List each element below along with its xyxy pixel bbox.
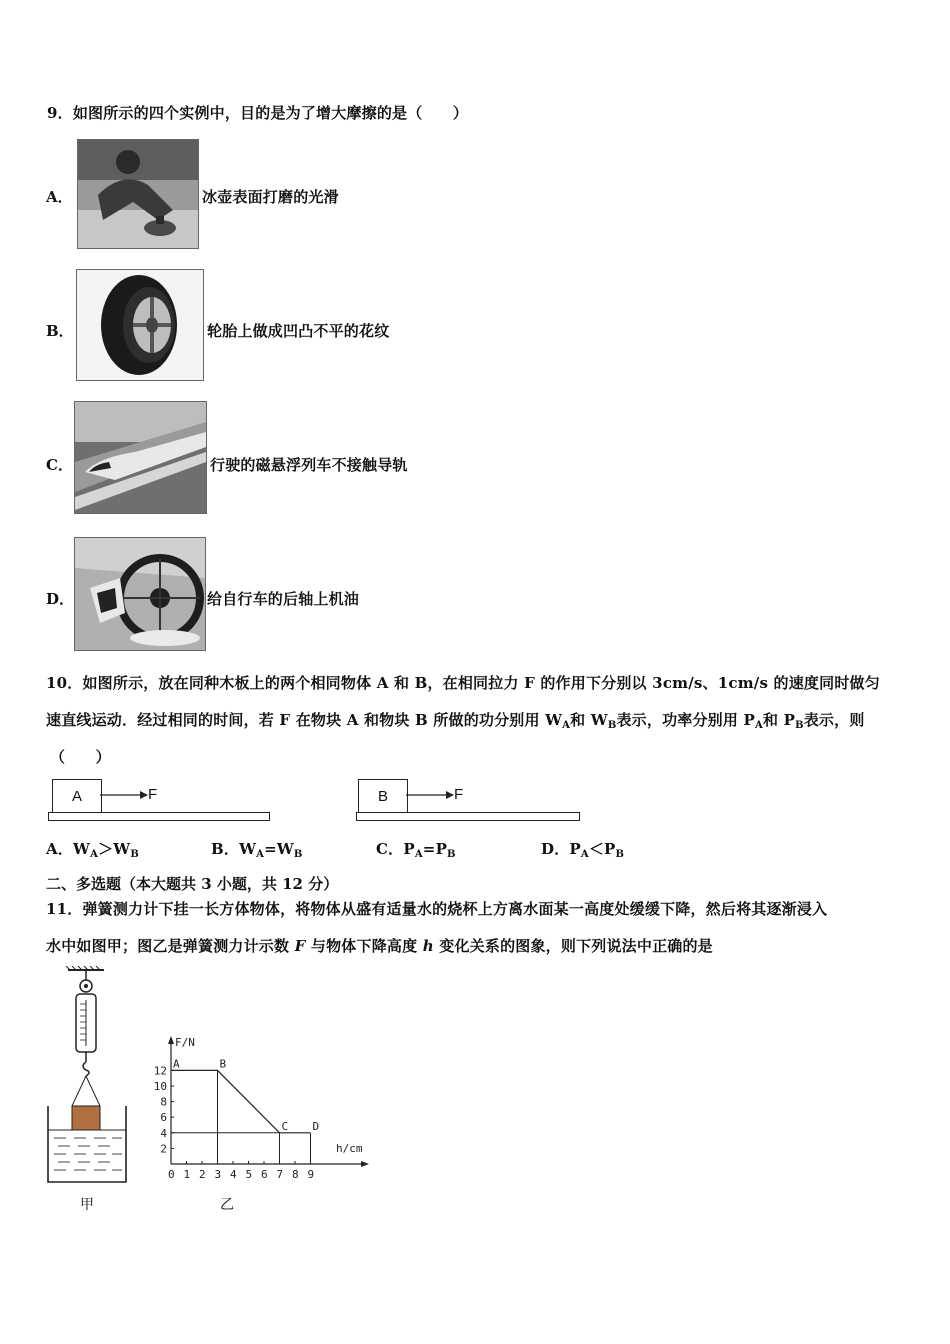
q10-option-c: C．$P_A=P_B$ xyxy=(376,840,456,860)
q11-line1: 11．弹簧测力计下挂一长方体物体，将物体从盛有适量水的烧杯上方离水面某一高度处缓缓下降，然后将其逐渐浸入 xyxy=(46,900,828,918)
x-tick-label: 3 xyxy=(214,1168,222,1181)
point-label-b: B xyxy=(219,1057,227,1071)
force-label-b: F xyxy=(454,786,464,803)
y-tick-label: 2 xyxy=(160,1142,167,1156)
x-tick-label: 8 xyxy=(292,1168,299,1181)
y-tick-label: 10 xyxy=(153,1080,167,1093)
y-axis-label: F/N xyxy=(175,1036,195,1049)
y-tick-label: 8 xyxy=(160,1095,167,1109)
y-tick-label: 4 xyxy=(160,1126,167,1140)
point-label-d: D xyxy=(312,1119,320,1133)
q9-option-d-label: D． xyxy=(46,590,75,608)
section-multiple-choice-heading: 二、多选题（本大题共 3 小题，共 12 分） xyxy=(46,875,339,893)
x-axis-label: h/cm xyxy=(336,1142,363,1155)
x-tick-label: 1 xyxy=(183,1168,191,1181)
q9-option-c-text: 行驶的磁悬浮列车不接触导轨 xyxy=(210,456,408,474)
series-line xyxy=(171,1070,311,1132)
x-tick-label: 2 xyxy=(199,1168,206,1181)
x-tick-label: 9 xyxy=(307,1168,315,1181)
force-label-a: F xyxy=(148,786,158,803)
force-arrow-a xyxy=(100,787,150,803)
q9-stem: 9．如图所示的四个实例中，目的是为了增大摩擦的是（ ） xyxy=(47,104,469,122)
x-tick-label: 7 xyxy=(276,1168,284,1181)
q9-option-d-text: 给自行车的后轴上机油 xyxy=(207,590,360,608)
fig-yi-caption: 乙 xyxy=(220,1197,234,1213)
x-tick-label: 0 xyxy=(168,1168,175,1181)
fig-jia-caption: 甲 xyxy=(80,1197,94,1213)
force-height-chart xyxy=(145,1030,380,1190)
point-label-c: C xyxy=(281,1119,289,1133)
q10-line3: （ ） xyxy=(50,748,111,766)
board-a xyxy=(48,812,270,821)
x-tick-label: 5 xyxy=(245,1168,253,1181)
x-tick-label: 4 xyxy=(230,1168,237,1181)
q9-option-c-label: C． xyxy=(46,456,73,474)
q10-option-a: A．$W_A>W_B$ xyxy=(46,840,139,860)
board-b xyxy=(356,812,580,821)
tire-photo xyxy=(76,269,204,381)
q9-option-b-text: 轮胎上做成凹凸不平的花纹 xyxy=(207,322,390,340)
q9-option-a-text: 冰壶表面打磨的光滑 xyxy=(202,188,339,206)
q10-option-b: B．$W_A=W_B$ xyxy=(211,840,303,860)
x-axis-arrow xyxy=(361,1161,369,1167)
block-a: A xyxy=(52,779,102,813)
y-tick-label: 12 xyxy=(153,1064,167,1078)
point-label-a: A xyxy=(173,1057,180,1071)
force-arrow-b xyxy=(406,787,456,803)
bicycle-oil-photo xyxy=(74,537,206,651)
maglev-train-photo xyxy=(74,401,207,514)
y-tick-label: 6 xyxy=(160,1111,167,1125)
q11-line2: 水中如图甲；图乙是弹簧测力计示数 F 与物体下降高度 h 变化关系的图象，则下列说法中正确的是 xyxy=(46,937,713,955)
q10-line2: 速直线运动．经过相同的时间，若 F 在物块 A 和物块 B 所做的功分别用 $W_A$和 $W_B$表示，功率分别用 $P_A$和 $P_B$表示，则 xyxy=(46,711,865,731)
q10-option-d: D．$P_A<P_B$ xyxy=(541,840,625,860)
spring-scale-beaker-figure xyxy=(40,966,140,1194)
x-tick-label: 6 xyxy=(261,1168,268,1181)
q9-option-b-label: B． xyxy=(46,322,74,340)
y-axis-arrow xyxy=(168,1036,174,1044)
curling-photo xyxy=(77,139,199,249)
q9-option-a-label: A． xyxy=(46,188,73,206)
q10-line1: 10．如图所示，放在同种木板上的两个相同物体 A 和 B，在相同拉力 F 的作用下分别以 3cm/s、1cm/s 的速度同时做匀 xyxy=(46,674,880,692)
block-b: B xyxy=(358,779,408,813)
